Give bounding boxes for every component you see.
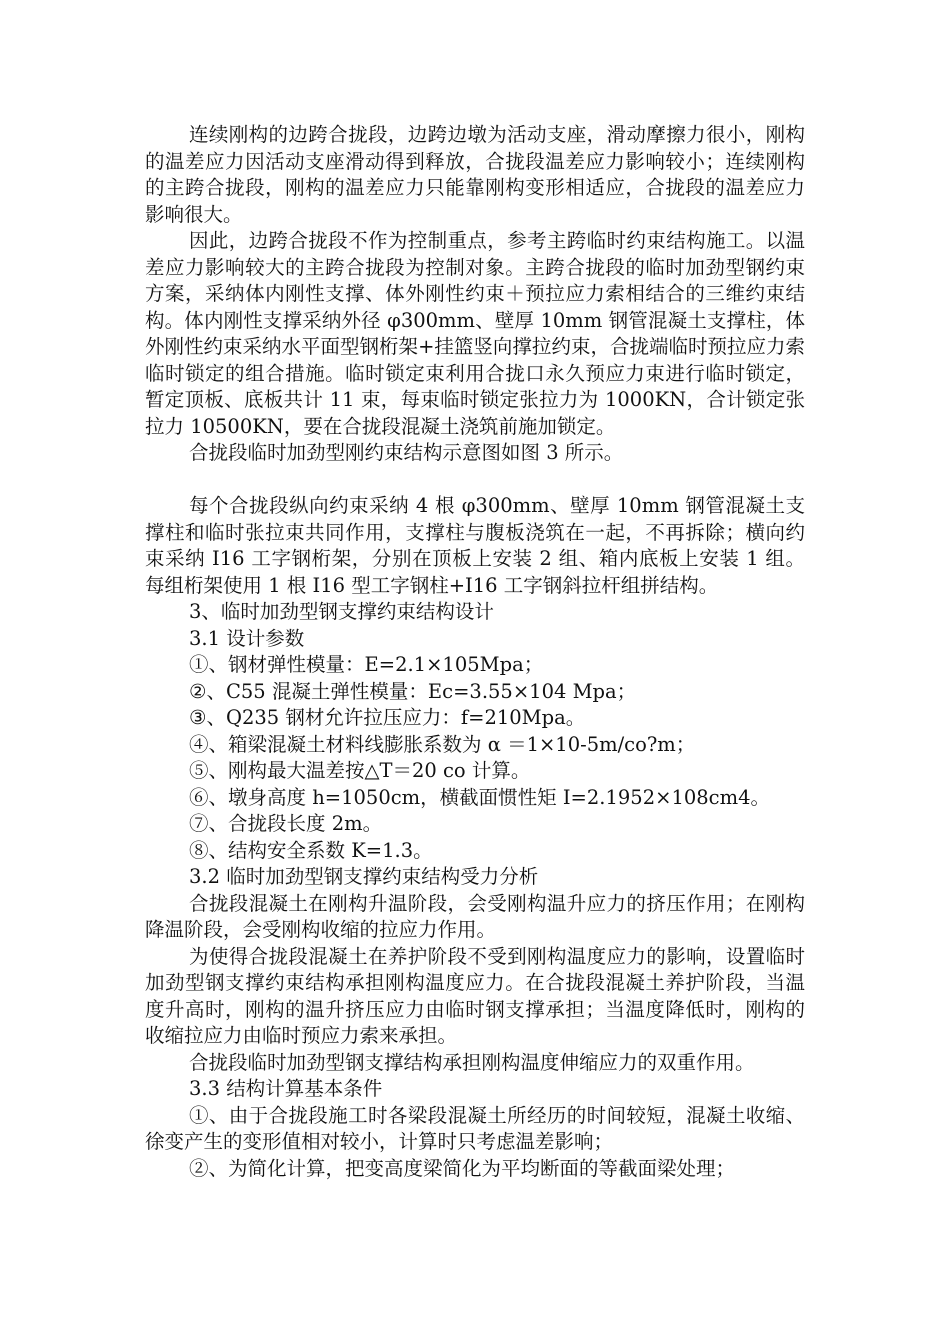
- subsection-heading-3-2: 3.2 临时加劲型钢支撑约束结构受力分析: [189, 865, 539, 888]
- condition-item-2: ②、为简化计算，把变高度梁简化为平均断面的等截面梁处理；: [189, 1156, 736, 1180]
- section-heading-3: 3、临时加劲型钢支撑约束结构设计: [189, 600, 494, 623]
- parameter-item-7: ⑦、合拢段长度 2m。: [189, 812, 383, 835]
- document-body: [145, 122, 805, 1182]
- parameter-item-1: ①、钢材弹性模量：E=2.1×105Mpa；: [189, 653, 544, 676]
- parameter-item-2: ②、C55 混凝土弹性模量：Ec=3.55×104 Mpa；: [189, 679, 637, 703]
- paragraph-side-span-closure: 连续刚构的边跨合拢段，边跨边墩为活动支座，滑动摩擦力很小，刚构的温差应力因活动支座滑动得到释放，合拢段温差应力影响较小；连续刚构的主跨合拢段，刚构的温差应力只能靠刚构变形相适应，合拢段的温差应力影响很大。: [145, 123, 805, 226]
- paragraph-constraint-description: 每个合拢段纵向约束采纳 4 根 φ300mm、壁厚 10mm 钢管混凝土支撑柱和临时张拉束共同作用，支撑柱与腹板浇筑在一起，不再拆除；横向约束采纳 I16 工字钢桁架，分别在顶板上安装 2 组、箱内底板上安装 1 组。每组桁架使用 1 根 I16 型工字钢柱+I16 工字钢斜拉杆组拼结构。: [145, 494, 805, 597]
- parameter-item-3: ③、Q235 钢材允许拉压应力：f=210Mpa。: [189, 706, 586, 729]
- parameter-item-8: ⑧、结构安全系数 K=1.3。: [189, 838, 433, 862]
- paragraph-main-span-constraint: 因此，边跨合拢段不作为控制重点，参考主跨临时约束结构施工。以温差应力影响较大的主跨合拢段为控制对象。主跨合拢段的临时加劲型钢约束方案，采纳体内刚性支撑、体外刚性约束＋预拉应力索相结合的三维约束结构。体内刚性支撑采纳外径 φ300mm、壁厚 10mm 钢管混凝土支撑柱，体外刚性约束采纳水平面型钢桁架+挂篮竖向撑拉约束，合拢端临时预拉应力索临时锁定的组合措施。临时锁定束利用合拢口永久预应力束进行临时锁定，暂定顶板、底板共计 11 束，每束临时锁定张拉力为 1000KN，合计锁定张拉力 10500KN，要在合拢段混凝土浇筑前施加锁定。: [145, 229, 805, 438]
- paragraph-force-analysis: 合拢段混凝土在刚构升温阶段，会受刚构温升应力的挤压作用；在刚构降温阶段，会受刚构收缩的拉应力作用。: [145, 891, 805, 941]
- parameter-item-4: ④、箱梁混凝土材料线膨胀系数为 α ＝1×10-5m/co?m；: [189, 732, 696, 756]
- paragraph-dual-role: 合拢段临时加劲型钢支撑结构承担刚构温度伸缩应力的双重作用。: [189, 1050, 755, 1074]
- subsection-heading-3-1: 3.1 设计参数: [189, 626, 305, 650]
- paragraph-figure-reference: 合拢段临时加劲型刚约束结构示意图如图 3 所示。: [189, 441, 624, 464]
- condition-item-1: ①、由于合拢段施工时各梁段混凝土所经历的时间较短，混凝土收缩、徐变产生的变形值相对较小，计算时只考虑温差影响；: [145, 1103, 805, 1153]
- subsection-heading-3-3: 3.3 结构计算基本条件: [189, 1077, 383, 1100]
- paragraph-curing-stage: 为使得合拢段混凝土在养护阶段不受到刚构温度应力的影响，设置临时加劲型钢支撑约束结构承担刚构温度应力。在合拢段混凝土养护阶段，当温度升高时，刚构的温升挤压应力由临时钢支撑承担；当温度降低时，刚构的收缩拉应力由临时预应力索来承担。: [145, 944, 805, 1047]
- parameter-item-5: ⑤、刚构最大温差按△T＝20 co 计算。: [189, 759, 531, 782]
- figure-placeholder-gap: [145, 467, 805, 494]
- parameter-item-6: ⑥、墩身高度 h=1050cm，横截面惯性矩 I=2.1952×108cm4。: [189, 785, 770, 809]
